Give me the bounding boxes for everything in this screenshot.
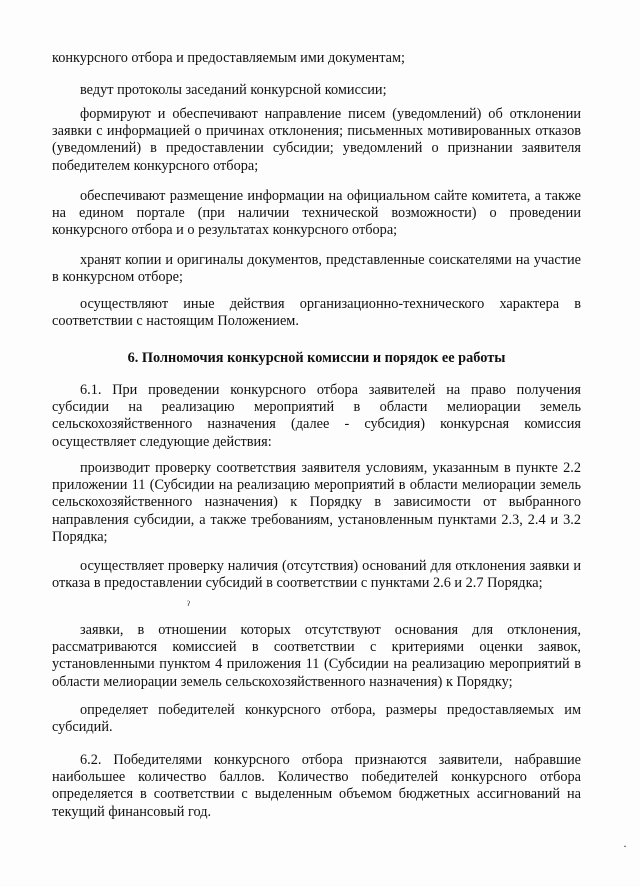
paragraph-continuation: конкурсного отбора и предоставляемым ими документам; [52, 50, 405, 66]
paragraph-storage: хранят копии и оригиналы документов, представленные соискателями на участие в конкурсном отборе; [52, 252, 581, 286]
paragraph-verification: производит проверку соответствия заявителя условиям, указанным в пункте 2.2 приложении 11 (Субсидии на реализацию мероприятий в области мелиорации земель сельскохозяйственного назначения) к Порядку в зависимости от выбранного направления субсидии, а также требованиям, установленным пунктами 2.3, 2.4 и 3.2 Порядка; [52, 460, 581, 545]
paragraph-protocols: ведут протоколы заседаний конкурсной комиссии; [80, 82, 387, 98]
paragraph-6-1: 6.1. При проведении конкурсного отбора заявителей на право получения субсидии на реализацию мероприятий в области мелиорации земель сельскохозяйственного назначения (далее - субсидия) конкурсная комиссия осуществляет следующие действия: [52, 382, 581, 450]
paragraph-rejection-check: осуществляет проверку наличия (отсутствия) оснований для отклонения заявки и отказа в предоставлении субсидий в соответствии с пунктами 2.6 и 2.7 Порядка; [52, 558, 581, 592]
stray-dot-mark: · [623, 839, 627, 853]
section-heading: 6. Полномочия конкурсной комиссии и порядок ее работы [127, 350, 506, 366]
paragraph-6-2: 6.2. Победителями конкурсного отбора признаются заявители, набравшие наибольшее количество баллов. Количество победителей конкурсного отбора определяется в соответствии с выделенным объемом бюджетных ассигнований на текущий финансовый год. [52, 752, 581, 820]
paragraph-publication: обеспечивают размещение информации на официальном сайте комитета, а также на едином портале (при наличии технической возможности) о проведении конкурсного отбора и о результатах конкурсного отбора; [52, 188, 581, 239]
stray-hook-mark: ˀ [187, 598, 190, 612]
paragraph-evaluation: заявки, в отношении которых отсутствуют основания для отклонения, рассматриваются комиссией в соответствии с критериями оценки заявок, установленными пунктом 4 приложения 11 (Субсидии на реализацию мероприятий в области мелиорации земель сельскохозяйственного назначения) к Порядку; [52, 622, 581, 690]
paragraph-other-actions: осуществляют иные действия организационно-технического характера в соответствии с настоящим Положением. [52, 296, 581, 330]
paragraph-winners: определяет победителей конкурсного отбора, размеры предоставляемых им субсидий. [52, 702, 581, 736]
paragraph-letters: формируют и обеспечивают направление писем (уведомлений) об отклонении заявки с информацией о причинах отклонения; письменных мотивированных отказов (уведомлений) в предоставлении субсидии; уведомлений о признании заявителя победителем конкурсного отбора; [52, 106, 581, 174]
